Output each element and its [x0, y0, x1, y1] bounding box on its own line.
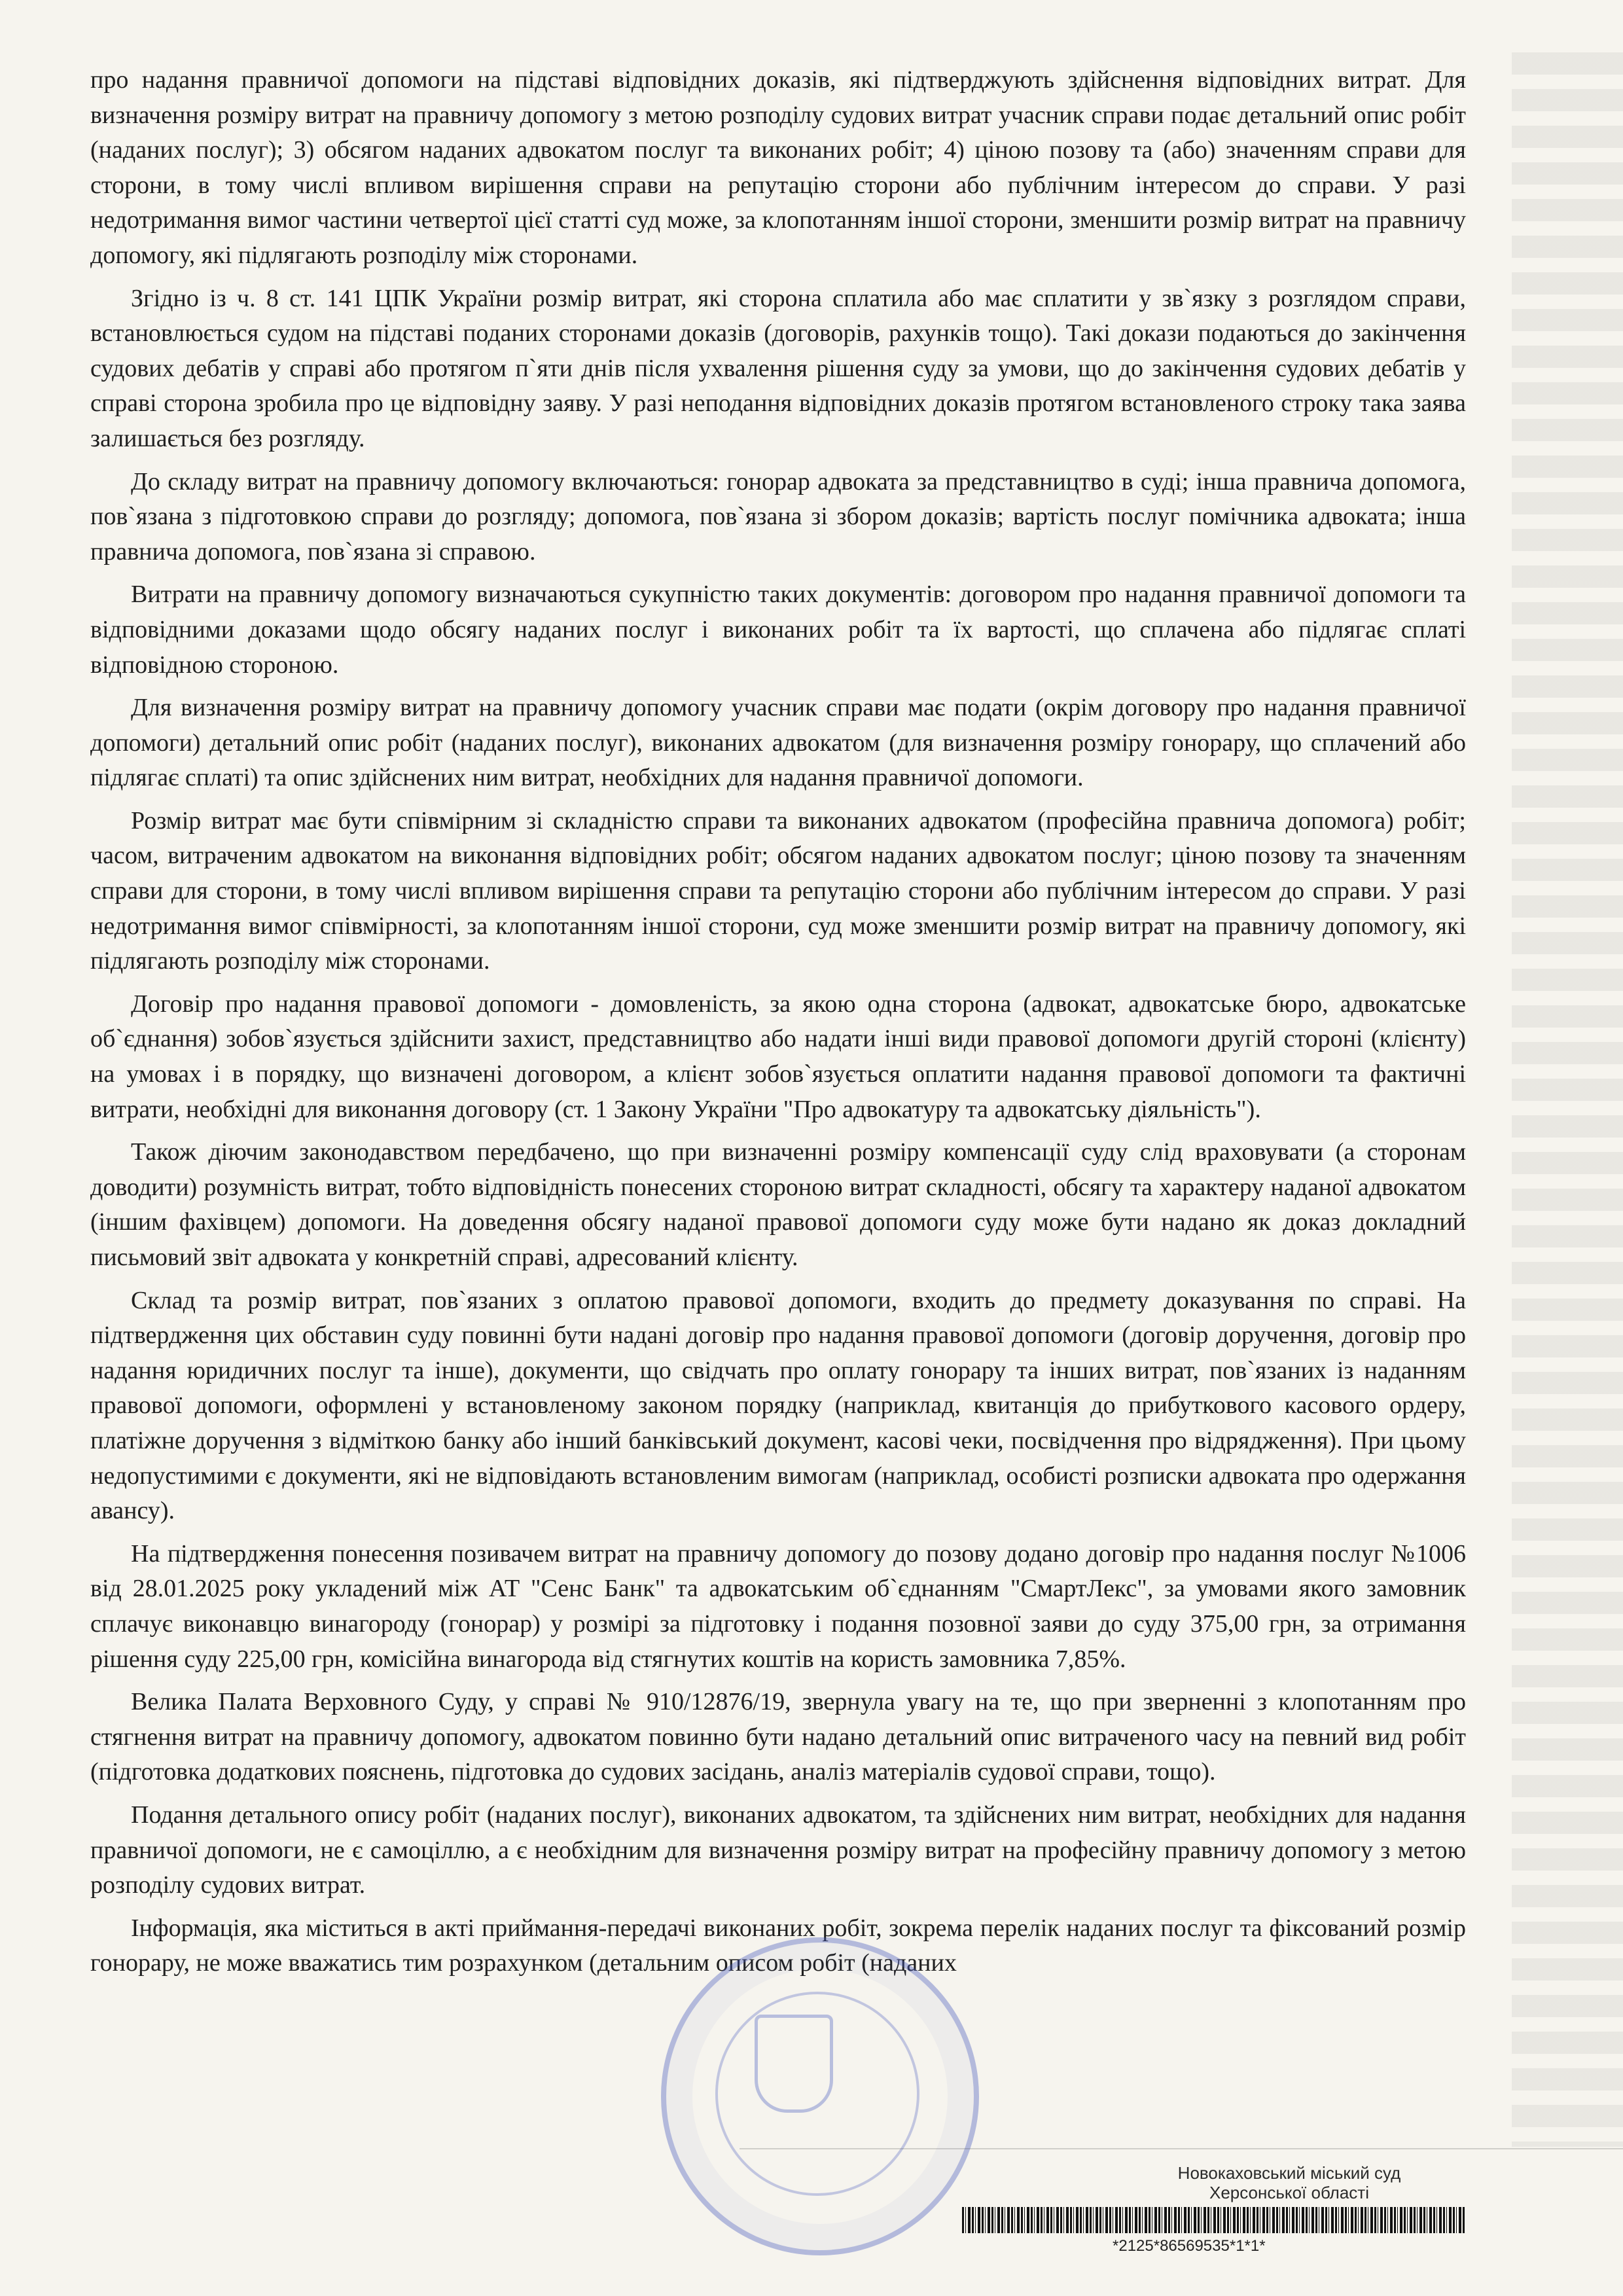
bleed-through-text	[1512, 52, 1623, 2147]
court-region: Херсонської області	[1209, 2183, 1369, 2202]
paragraph: Витрати на правничу допомогу визначаються сукупністю таких документів: договором про надання правничої допомоги та відповідними доказами щодо обсягу наданих послуг і виконаних робіт та їх вартості, що сплачена або підлягає сплаті відповідною стороною.	[90, 581, 1466, 679]
paragraph: Розмір витрат має бути співмірним зі складністю справи та виконаних адвокатом (професійна правнича допомога) робіт; часом, витраченим адвокатом на виконання відповідних робіт; обсягом наданих адвокатом послуг; ціною позову та значенням справи для сторони, в тому числі впливом вирішення справи та репутацію сторони або публічним інтересом до справи. У разі недотримання вимог співмірності, за клопотанням іншої сторони, суд може зменшити розмір витрат на правничу допомогу, які підлягають розподілу між сторонами.	[90, 806, 1466, 975]
paragraph: Подання детального опису робіт (наданих послуг), виконаних адвокатом, та здійснених ним витрат, необхідних для надання правничої допомоги, не є самоціллю, а є необхідним для визначення розміру витрат на професійну правничу допомогу з метою розподілу судових витрат.	[90, 1801, 1466, 1899]
paragraph: Також діючим законодавством передбачено, що при визначенні розміру компенсації суду слід враховувати (а сторонам доводити) розумність витрат, тобто відповідність понесених стороною витрат складності, обсягу та характеру наданої адвокатом (іншим фахівцем) допомоги. На доведення обсягу наданої правової допомоги суду може бути надано як доказ докладний письмовий звіт адвоката у конкретній справі, адресований клієнту.	[90, 1138, 1466, 1271]
stamp-divider	[740, 2148, 1623, 2149]
paragraph: Згідно із ч. 8 ст. 141 ЦПК України розмір витрат, які сторона сплатила або має сплатити у зв`язку з розглядом справи, встановлюється судом на підставі поданих сторонами доказів (договорів, рахунків тощо). Такі докази подаються до закінчення судових дебатів у справі або протягом п`яти днів після ухвалення рішення суду за умови, що до закінчення судових дебатів у справі сторона зробила про це відповідну заяву. У разі неподання відповідних доказів протягом встановленого строку така заява залишається без розгляду.	[90, 284, 1466, 452]
paragraph: Договір про надання правової допомоги - домовленість, за якою одна сторона (адвокат, адвокатське бюро, адвокатське об`єднання) зобов`язується здійснити захист, представництво або надати інші види правової допомоги другій стороні (клієнту) на умовах і в порядку, що визначені договором, а клієнт зобов`язується оплатити надання правової допомоги та фактичні витрати, необхідні для виконання договору (ст. 1 Закону України "Про адвокатуру та адвокатську діяльність").	[90, 990, 1466, 1123]
document-body	[90, 63, 1466, 1989]
paragraph: Інформація, яка міститься в акті приймання-передачі виконаних робіт, зокрема перелік наданих послуг та фіксований розмір гонорару, не може вважатись тим розрахунком (детальним описом робіт (наданих	[90, 1914, 1466, 1977]
official-seal	[661, 1937, 979, 2255]
paragraph: Для визначення розміру витрат на правничу допомогу учасник справи має подати (окрім договору про надання правничої допомоги) детальний опис робіт (наданих послуг), виконаних адвокатом (для визначення розміру гонорару, що сплачений або підлягає сплаті) та опис здійснених ним витрат, необхідних для надання правничої допомоги.	[90, 694, 1466, 792]
barcode-number: *2125*86569535*1*1*	[1113, 2237, 1266, 2255]
document-barcode	[962, 2207, 1466, 2233]
paragraph: До складу витрат на правничу допомогу включаються: гонорар адвоката за представництво в суді; інша правнича допомога, пов`язана з підготовкою справи до розгляду; допомога, пов`язана зі збором доказів; вартість послуг помічника адвоката; інша правнича допомога, пов`язана зі справою.	[90, 467, 1466, 565]
paragraph: Склад та розмір витрат, пов`язаних з оплатою правової допомоги, входить до предмету доказування по справі. На підтвердження цих обставин суду повинні бути надані договір про надання правової допомоги (договір доручення, договір про надання юридичних послуг та інше), документи, що свідчать про оплату гонорару та інших витрат, пов`язаних із наданням правової допомоги, оформлені у встановленому законом порядку (наприклад, квитанція до прибуткового касового ордеру, платіжне доручення з відміткою банку або інший банківський документ, касові чеки, посвідчення про відрядження). При цьому недопустимими є документи, які не відповідають встановленим вимогам (наприклад, особисті розписки адвоката про одержання авансу).	[90, 1286, 1466, 1525]
paragraph: Велика Палата Верховного Суду, у справі № 910/12876/19, звернула увагу на те, що при зверненні з клопотанням про стягнення витрат на правничу допомогу, адвокатом повинно бути надано детальний опис витраченого часу на певний вид робіт (підготовка додаткових пояснень, підготовка до судових засідань, аналіз матеріалів судової справи, тощо).	[90, 1688, 1466, 1786]
court-stamp	[1113, 2163, 1466, 2202]
paragraph: На підтвердження понесення позивачем витрат на правничу допомогу до позову додано договір про надання послуг №1006 від 28.01.2025 року укладений між АТ "Сенс Банк" та адвокатським об`єднанням "СмартЛекс", за умовами якого замовник сплачує виконавцю винагороду (гонорар) у розмірі за підготовку і подання позовної заяви до суду 375,00 грн, за отримання рішення суду 225,00 грн, комісійна винагорода від стягнутих коштів на користь замовника 7,85%.	[90, 1539, 1466, 1673]
paragraph: про надання правничої допомоги на підставі відповідних доказів, які підтверджують здійснення відповідних витрат. Для визначення розміру витрат на правничу допомогу з метою розподілу судових витрат учасник справи подає детальний опис робіт (наданих послуг); 3) обсягом наданих адвокатом послуг та виконаних робіт; 4) ціною позову та (або) значенням справи для сторони, в тому числі впливом вирішення справи на репутацію сторони або публічним інтересом до справи. У разі недотримання вимог частини четвертої цієї статті суд може, за клопотанням іншої сторони, зменшити розмір витрат на правничу допомогу, які підлягають розподілу між сторонами.	[90, 66, 1466, 269]
trident-emblem-icon	[755, 2015, 833, 2113]
court-name: Новокаховський міський суд	[1177, 2163, 1401, 2183]
